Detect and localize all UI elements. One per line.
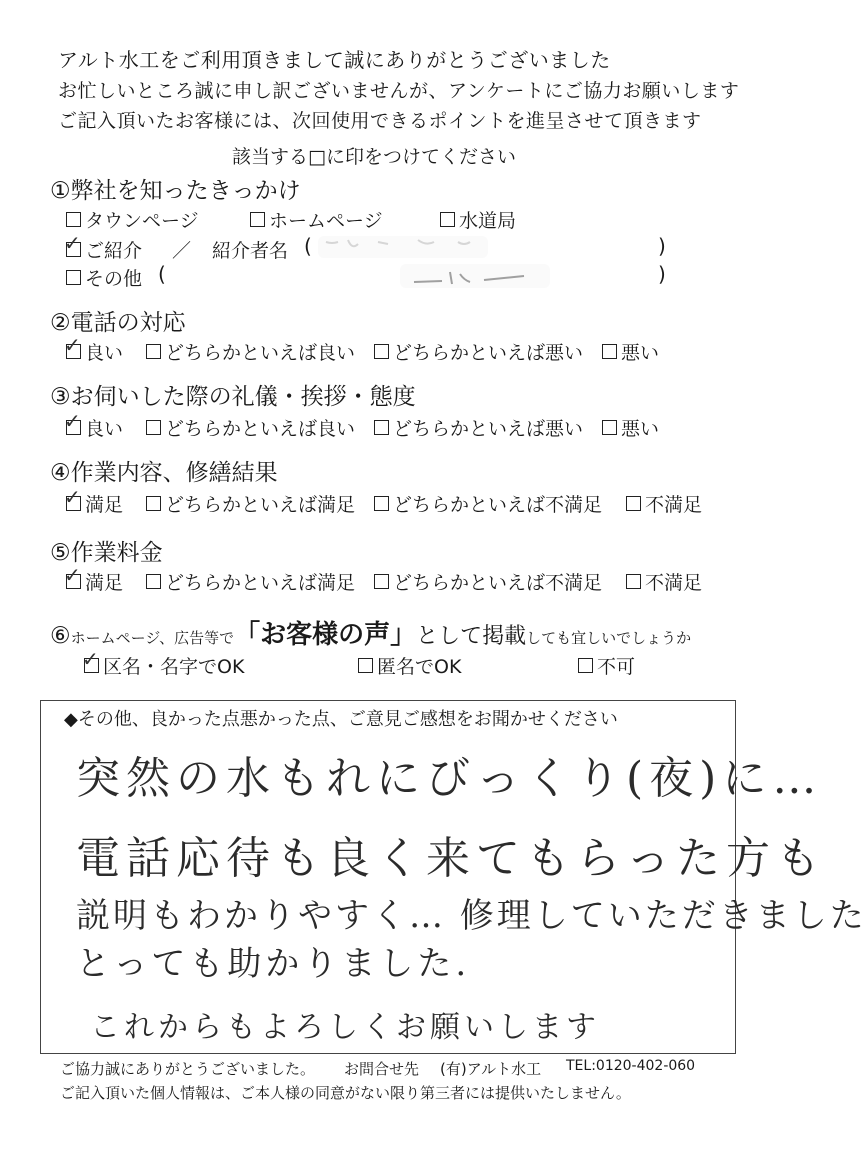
checkbox[interactable]	[602, 420, 617, 435]
checkbox-checked[interactable]	[64, 333, 81, 359]
q2-option-good[interactable]: ✓ 良い	[64, 333, 124, 364]
q4-option-somewhat-unsatisfied[interactable]: どちらかといえば不満足	[374, 490, 602, 517]
q5-option-satisfied[interactable]: ✓ 満足	[64, 563, 124, 594]
checkbox-checked[interactable]	[64, 485, 81, 511]
checkbox[interactable]	[66, 270, 81, 285]
redacted-handwriting	[400, 264, 550, 288]
check-mark-icon: ✓	[64, 563, 81, 587]
check-mark-icon: ✓	[82, 647, 99, 671]
q1-option-referral[interactable]: ✓ ご紹介	[64, 231, 143, 262]
comment-line-3: 説明もわかりやすく… 修理していただきました	[76, 896, 867, 936]
q6-option-not-allowed[interactable]: 不可	[578, 652, 635, 679]
checkbox[interactable]	[146, 420, 161, 435]
q1-option-waterworks[interactable]: 水道局	[440, 206, 516, 233]
header-line-3: ご記入頂いたお客様には、次回使用できるポイントを進呈させて頂きます	[58, 110, 702, 132]
q1-referrer-label: 紹介者名	[212, 240, 289, 262]
redacted-handwriting	[318, 236, 488, 258]
q4-title: ④作業内容、修繕結果	[50, 460, 278, 486]
q4-option-satisfied[interactable]: ✓ 満足	[64, 485, 124, 516]
checkbox-checked[interactable]	[64, 231, 81, 257]
check-mark-icon: ✓	[64, 333, 81, 357]
check-mark-icon: ✓	[64, 485, 81, 509]
q5-option-unsatisfied[interactable]: 不満足	[626, 568, 702, 595]
q1-other-close-paren: )	[658, 262, 666, 286]
footer-privacy: ご記入頂いた個人情報は、ご本人様の同意がない限り第三者には提供いたしません。	[60, 1084, 631, 1102]
q6-option-ward-surname-ok[interactable]: ✓ 区名・名字でOK	[82, 647, 245, 678]
checkbox[interactable]	[626, 496, 641, 511]
q3-title: ③お伺いした際の礼儀・挨拶・態度	[50, 384, 416, 410]
checkbox-checked[interactable]	[64, 409, 81, 435]
header-line-2: お忙しいところ誠に申し訳ございませんが、アンケートにご協力お願いします	[58, 80, 740, 102]
comment-line-2: 電話応待も良く来てもらった方も	[76, 833, 826, 884]
comment-line-4: とっても助かりました.	[76, 944, 471, 984]
q1-referrer-open-paren: (	[304, 234, 312, 258]
checkbox[interactable]	[602, 344, 617, 359]
checkbox[interactable]	[146, 574, 161, 589]
q1-option-other[interactable]: その他	[66, 264, 142, 291]
q1-option-homepage[interactable]: ホームページ	[250, 206, 383, 233]
footer-thanks: ご協力誠にありがとうございました。	[60, 1060, 316, 1078]
checkbox[interactable]	[66, 212, 81, 227]
checkbox-checked[interactable]	[64, 563, 81, 589]
checkbox[interactable]	[358, 658, 373, 673]
redacted-referrer-name	[318, 236, 488, 258]
q4-option-unsatisfied[interactable]: 不満足	[626, 490, 702, 517]
q3-option-bad[interactable]: 悪い	[602, 414, 659, 441]
checkbox[interactable]	[374, 574, 389, 589]
q4-option-somewhat-satisfied[interactable]: どちらかといえば満足	[146, 490, 355, 517]
q3-option-somewhat-bad[interactable]: どちらかといえば悪い	[374, 414, 583, 441]
q6-title: ⑥ ホームページ、広告等で 「お客様の声」 として掲載 しても宜しいでしょうか	[50, 620, 692, 650]
instruction: 該当する□に印をつけてください	[232, 146, 516, 168]
q5-option-somewhat-satisfied[interactable]: どちらかといえば満足	[146, 568, 355, 595]
checkbox[interactable]	[146, 344, 161, 359]
q2-option-somewhat-good[interactable]: どちらかといえば良い	[146, 338, 355, 365]
q1-other-open-paren: (	[158, 262, 166, 286]
q3-option-good[interactable]: ✓ 良い	[64, 409, 124, 440]
checkbox[interactable]	[626, 574, 641, 589]
q5-title: ⑤作業料金	[50, 540, 163, 566]
q1-option-townpage[interactable]: タウンページ	[66, 206, 199, 233]
footer-contact-label: お問合せ先	[344, 1060, 420, 1078]
q2-option-bad[interactable]: 悪い	[602, 338, 659, 365]
comment-line-5: これからもよろしくお願いします	[90, 1010, 600, 1045]
checkbox[interactable]	[578, 658, 593, 673]
redacted-other-text	[400, 264, 550, 288]
header-line-1: アルト水工をご利用頂きまして誠にありがとうございました	[58, 48, 611, 72]
checkbox[interactable]	[440, 212, 455, 227]
q6-option-anonymous-ok[interactable]: 匿名でOK	[358, 652, 461, 679]
q2-title: ②電話の対応	[50, 310, 186, 336]
q3-option-somewhat-good[interactable]: どちらかといえば良い	[146, 414, 355, 441]
check-mark-icon: ✓	[64, 231, 81, 255]
comments-label: ◆その他、良かった点悪かった点、ご意見ご感想をお聞かせください	[64, 709, 618, 730]
q1-title: ①弊社を知ったきっかけ	[50, 178, 301, 204]
q2-option-somewhat-bad[interactable]: どちらかといえば悪い	[374, 338, 583, 365]
checkbox-checked[interactable]	[82, 647, 99, 673]
q5-option-somewhat-unsatisfied[interactable]: どちらかといえば不満足	[374, 568, 602, 595]
checkbox[interactable]	[374, 496, 389, 511]
checkbox[interactable]	[146, 496, 161, 511]
checkbox[interactable]	[374, 344, 389, 359]
q1-referrer-close-paren: )	[658, 234, 666, 258]
checkbox[interactable]	[374, 420, 389, 435]
checkbox[interactable]	[250, 212, 265, 227]
q1-slash: ／	[172, 240, 192, 262]
check-mark-icon: ✓	[64, 409, 81, 433]
footer-tel: TEL:0120-402-060	[566, 1058, 696, 1074]
footer-company: (有)アルト水工	[440, 1060, 542, 1078]
comment-line-1: 突然の水もれにびっくり(夜)に…	[76, 753, 823, 804]
